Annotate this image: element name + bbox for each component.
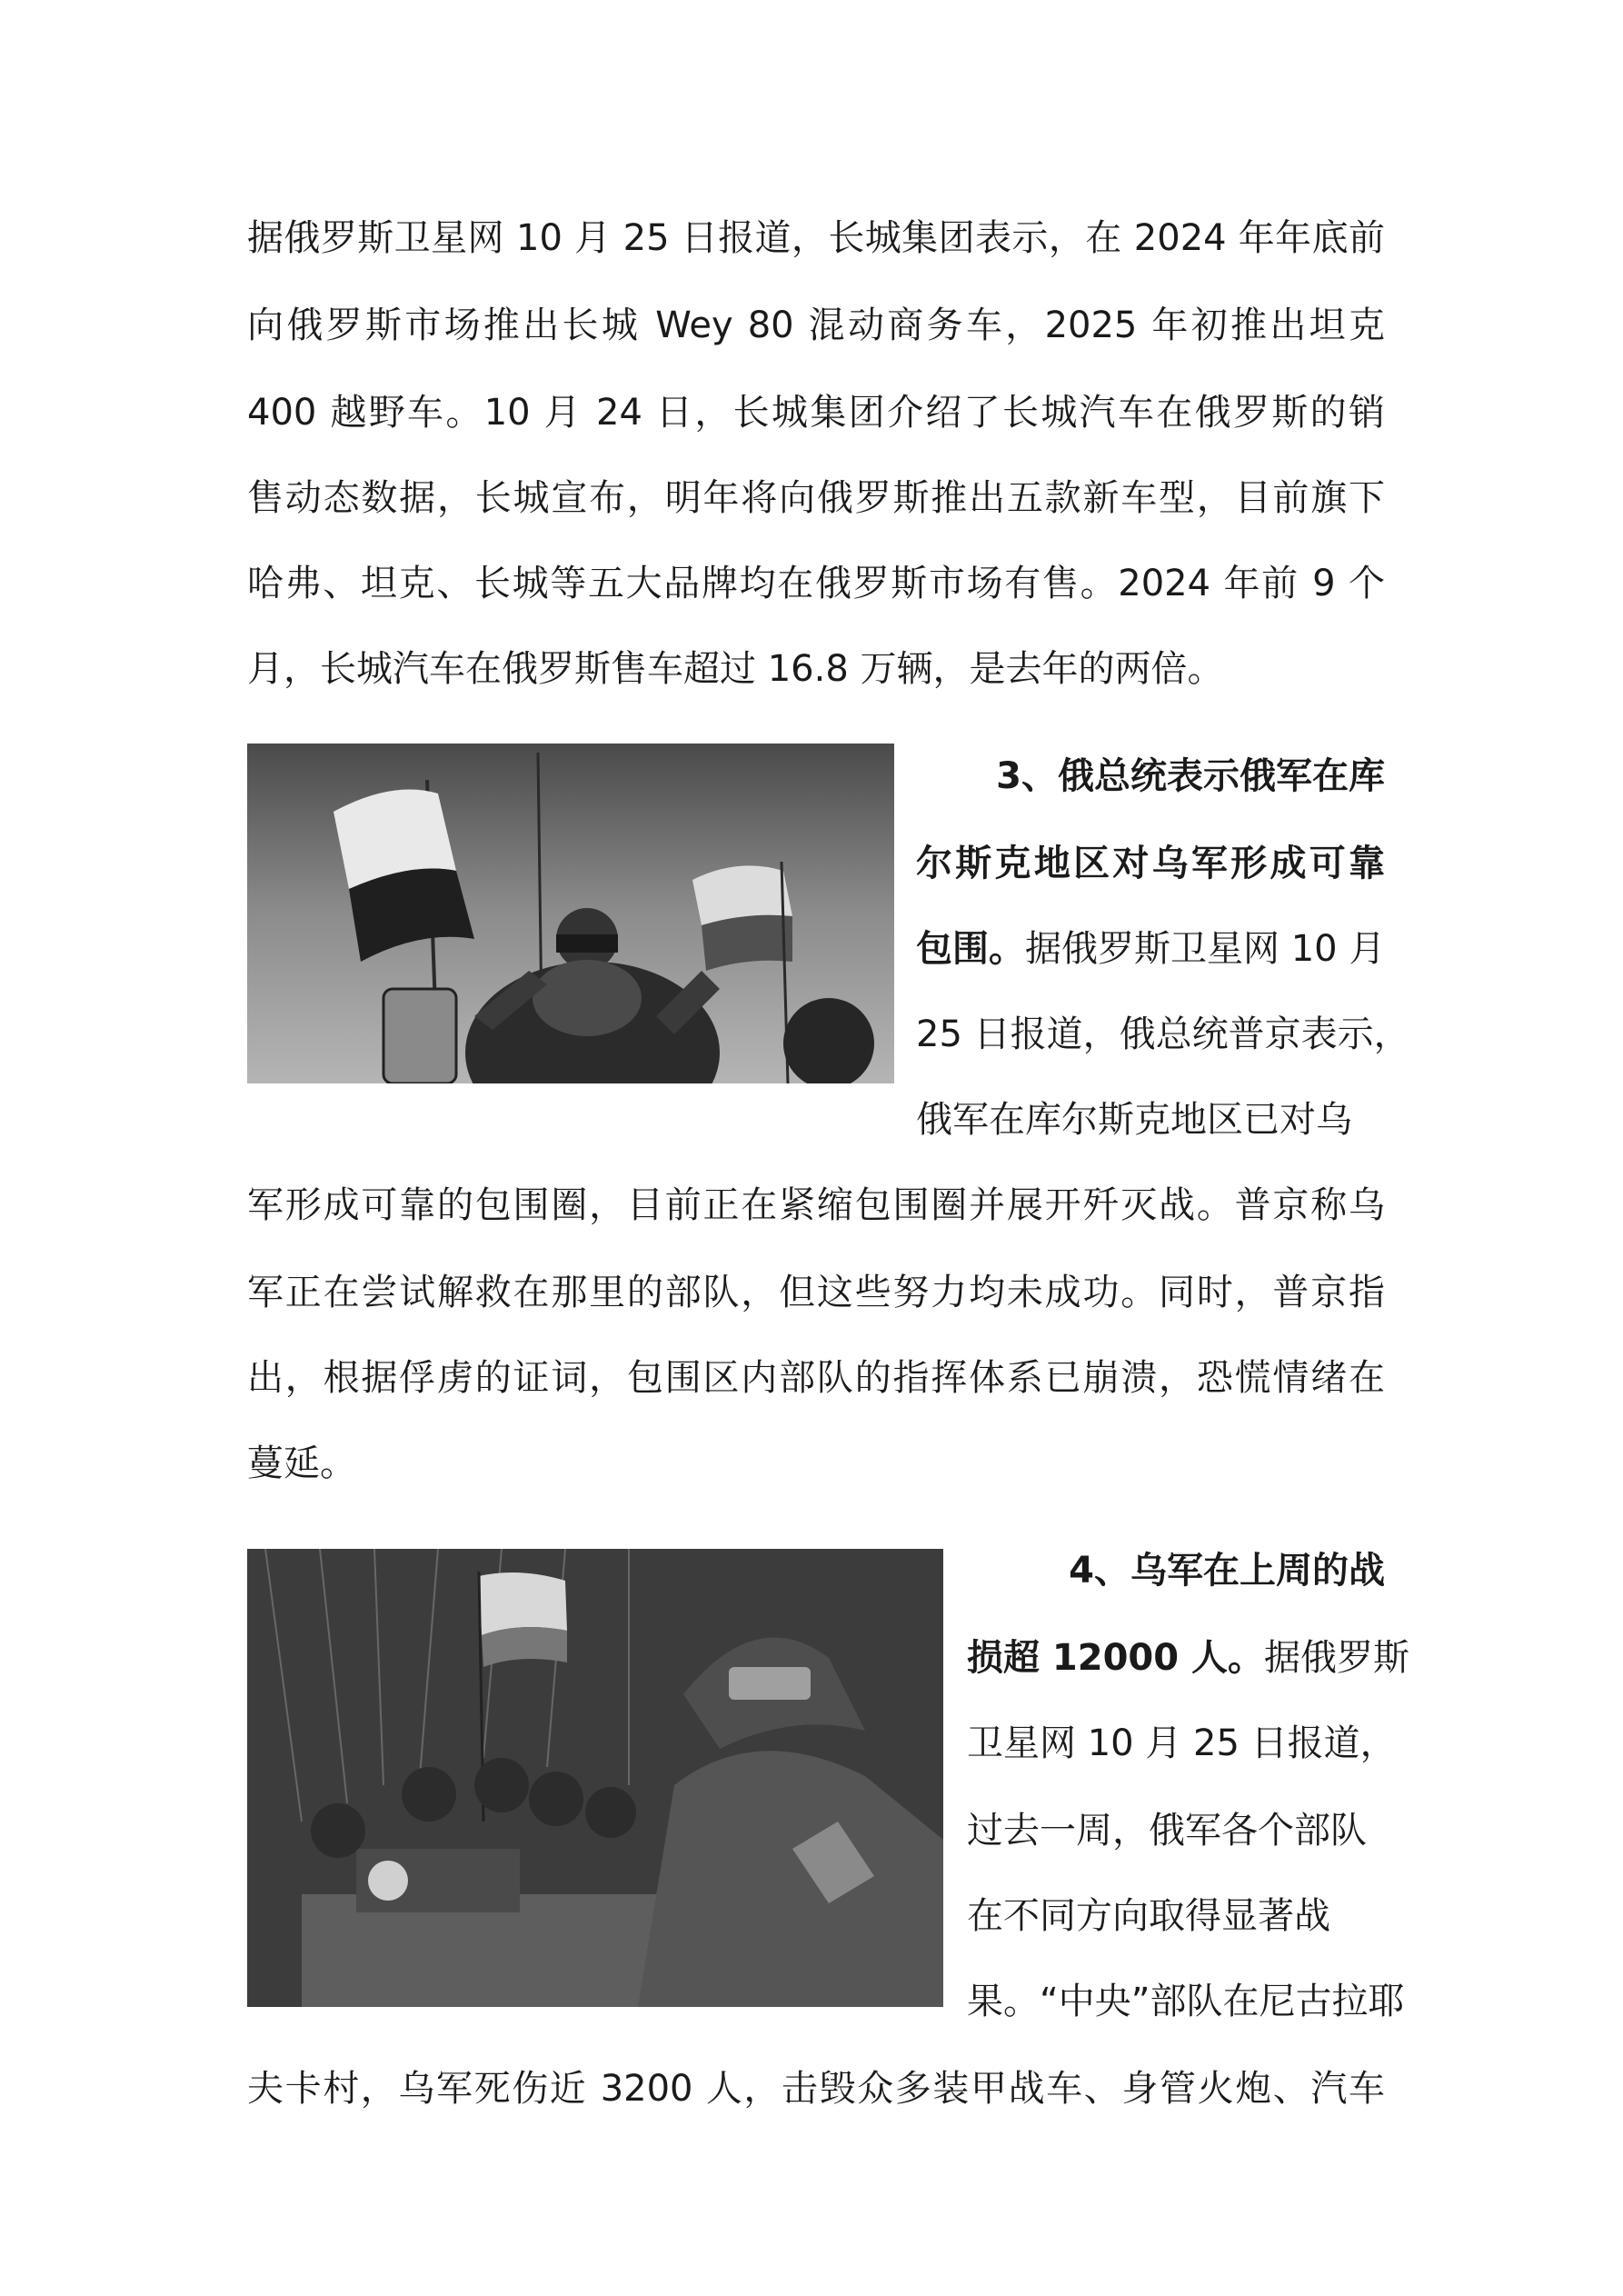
section3-side-text: 据俄罗斯卫星网 10 月 [1025, 928, 1386, 970]
section3-body-line: 蔓延。 [247, 1442, 356, 1484]
section3-body-line: 军形成可靠的包围圈，目前正在紧缩包围圈并展开歼灭战。普京称乌 [247, 1184, 1385, 1226]
section3-heading: 尔斯克地区对乌军形成可靠 [916, 843, 1385, 884]
section3-side-text: 25 日报道，俄总统普京表示， [916, 1013, 1410, 1055]
section4-side-text: 卫星网 10 月 25 日报道， [967, 1722, 1397, 1764]
section4-side-text: 在不同方向取得显著战 [967, 1895, 1330, 1937]
photo-soldiers-on-vehicle [247, 1549, 943, 2007]
section4-side-text: 据俄罗斯 [1264, 1637, 1410, 1679]
paragraph-line: 哈弗、坦克、长城等五大品牌均在俄罗斯市场有售。2024 年前 9 个 [247, 563, 1385, 604]
section4-side-text: 果。“中央”部队在尼古拉耶 [967, 1981, 1405, 2022]
section4-side-text: 过去一周，俄军各个部队 [967, 1810, 1367, 1852]
section3-body-line: 出，根据俘虏的证词，包围区内部队的指挥体系已崩溃，恐慌情绪在 [247, 1357, 1385, 1399]
paragraph-line: 400 越野车。10 月 24 日，长城集团介绍了长城汽车在俄罗斯的销 [247, 392, 1385, 434]
section4-heading: 4、乌军在上周的战 [1069, 1550, 1385, 1592]
paragraph-line: 据俄罗斯卫星网 10 月 25 日报道，长城集团表示，在 2024 年年底前 [247, 217, 1385, 259]
section4-body-line: 夫卡村，乌军死伤近 3200 人，击毁众多装甲战车、身管火炮、汽车 [247, 2068, 1385, 2110]
section4-line [967, 1636, 1410, 1680]
section3-body-line: 军正在尝试解救在那里的部队，但这些努力均未成功。同时，普京指 [247, 1272, 1385, 1313]
paragraph-line: 向俄罗斯市场推出长城 Wey 80 混动商务车，2025 年初推出坦克 [247, 304, 1385, 346]
photo-soldier-with-flags [247, 744, 894, 1083]
section4-heading: 损超 12000 人。 [967, 1637, 1265, 1679]
paragraph-line: 月，长城汽车在俄罗斯售车超过 16.8 万辆，是去年的两倍。 [247, 648, 1224, 690]
section3-side-text: 俄军在库尔斯克地区已对乌 [916, 1099, 1352, 1141]
section3-heading: 包围。 [916, 928, 1025, 970]
section3-line [916, 927, 1385, 971]
section3-heading: 3、俄总统表示俄军在库 [996, 755, 1385, 797]
paragraph-line: 售动态数据，长城宣布，明年将向俄罗斯推出五款新车型，目前旗下 [247, 477, 1385, 519]
